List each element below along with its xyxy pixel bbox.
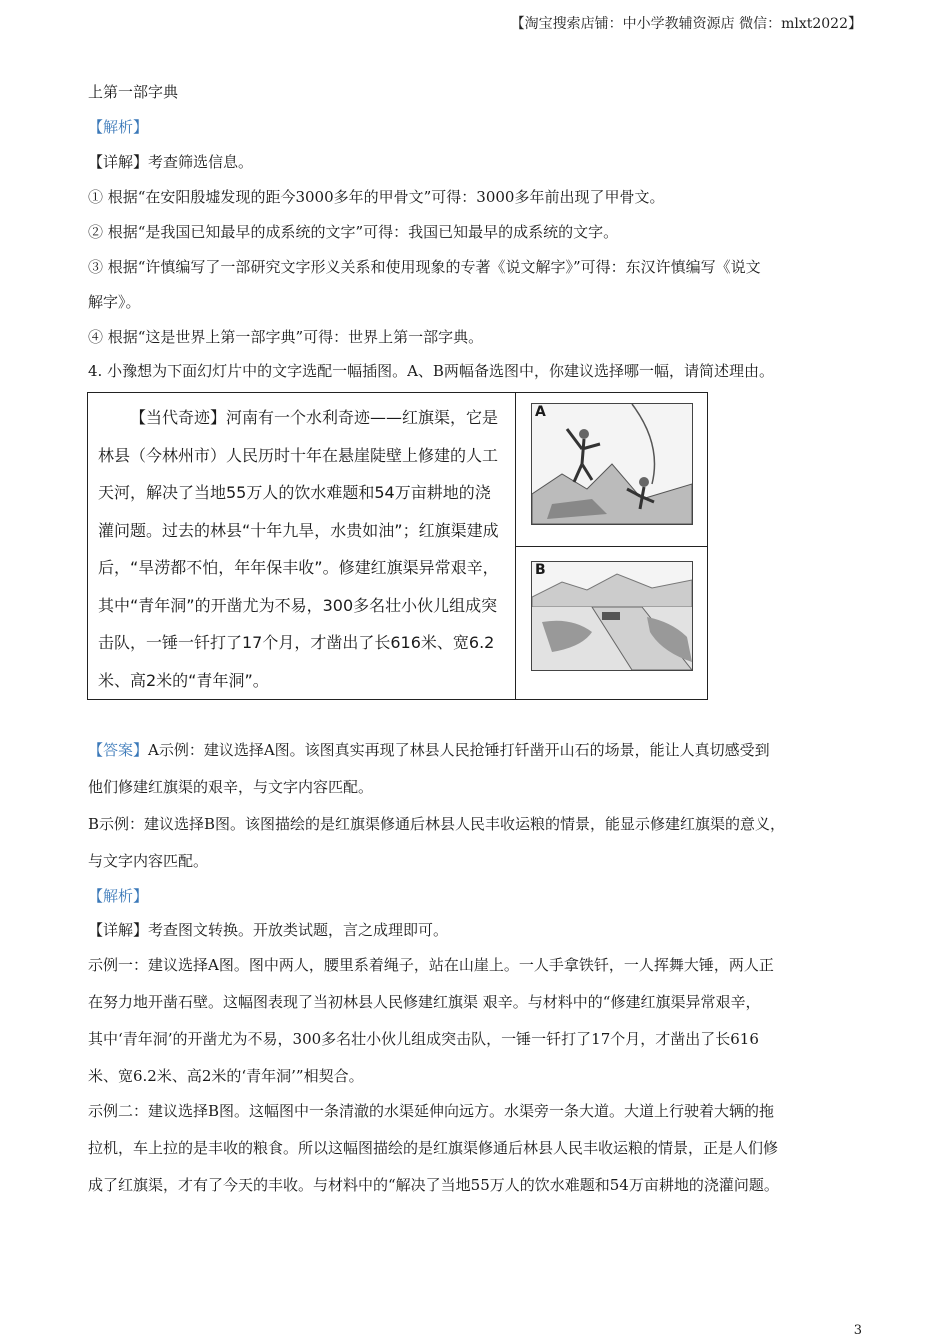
text-line: 他们修建红旗渠的艰辛，与文字内容匹配。 bbox=[88, 778, 374, 796]
page-header: 【淘宝搜索店铺：中小学教辅资源店 微信：mlxt2022】 bbox=[510, 16, 862, 32]
answer-line bbox=[88, 740, 770, 760]
text-line: 【详解】考查筛选信息。 bbox=[88, 153, 254, 171]
image-cell-b bbox=[516, 547, 707, 700]
image-a-label: A bbox=[535, 404, 546, 420]
answer-text: A示例：建议选择A图。该图真实再现了林县人民抢锤打钎凿开山石的场景，能让人真切感受到 bbox=[148, 741, 770, 759]
text-line: ② 根据“是我国已知最早的成系统的文字”可得：我国已知最早的成系统的文字。 bbox=[88, 223, 619, 241]
illustration-b bbox=[531, 561, 693, 671]
text-line: 示例二：建议选择B图。这幅图中一条清澈的水渠延伸向远方。水渠旁一条大道。大道上行驶着大辆的拖 bbox=[88, 1102, 775, 1120]
text-line: 成了红旗渠，才有了今天的丰收。与材料中的“解决了当地55万人的饮水难题和54万亩耕地的浇灌问题。 bbox=[88, 1176, 779, 1194]
text-line: 解字》。 bbox=[88, 293, 141, 311]
text-line: 上第一部字典 bbox=[88, 83, 179, 101]
illustration-a bbox=[531, 403, 693, 525]
image-b-label: B bbox=[535, 561, 546, 578]
text-line: 其中‘青年洞’的开凿尤为不易，300多名壮小伙儿组成突击队，一锤一钎打了17个月，才凿出了长616 bbox=[88, 1030, 759, 1048]
text-line: ① 根据“在安阳殷墟发现的距今3000多年的甲骨文”可得：3000多年前出现了甲骨文。 bbox=[88, 188, 665, 206]
text-line: B示例：建议选择B图。该图描绘的是红旗渠修通后林县人民丰收运粮的情景，能显示修建红旗渠的意义， bbox=[88, 815, 786, 833]
slide-table bbox=[87, 392, 708, 700]
text-line: ③ 根据“许慎编写了一部研究文字形义关系和使用现象的专著《说文解字》”可得：东汉许慎编写《说文 bbox=[88, 258, 761, 276]
text-line: 米、宽6.2米、高2米的‘青年洞’”相契合。 bbox=[88, 1067, 364, 1085]
text-line: 在努力地开凿石壁。这幅图表现了当初林县人民修建红旗渠 艰辛。与材料中的“修建红旗渠异常艰辛， bbox=[88, 993, 761, 1011]
text-line: 示例一：建议选择A图。图中两人，腰里系着绳子，站在山崖上。一人手拿铁钎，一人挥舞大锤，两人正 bbox=[88, 956, 774, 974]
page-number: 3 bbox=[853, 1323, 862, 1338]
text-line: ④ 根据“这是世界上第一部字典”可得：世界上第一部字典。 bbox=[88, 328, 484, 346]
section-tag: 【解析】 bbox=[88, 118, 149, 136]
section-tag: 【解析】 bbox=[88, 887, 149, 905]
text-line: 与文字内容匹配。 bbox=[88, 852, 209, 870]
text-line: 拉机，车上拉的是丰收的粮食。所以这幅图描绘的是红旗渠修通后林县人民丰收运粮的情景，正是人们修 bbox=[88, 1139, 779, 1157]
image-column bbox=[516, 393, 707, 699]
question-title: 4. 小豫想为下面幻灯片中的文字选配一幅插图。A、B两幅备选图中，你建议选择哪一幅，请简述理由。 bbox=[88, 362, 774, 380]
text-line: 【详解】考查图文转换。开放类试题，言之成理即可。 bbox=[88, 921, 449, 939]
image-cell-a bbox=[516, 393, 707, 547]
slide-text-cell bbox=[88, 393, 516, 699]
slide-text: 【当代奇迹】河南有一个水利奇迹——红旗渠，它是林县（今林州市）人民历时十年在悬崖陡壁上修建的人工天河，解决了当地55万人的饮水难题和54万亩耕地的浇灌问题。过去的林县“十年九旱，水贵如油”；红旗渠建成后，“旱涝都不怕，年年保丰收”。修建红旗渠异常艰辛，其中“青年洞”的开凿尤为不易，300多名壮小伙儿组成突击队，一锤一钎打了17个月，才凿出了长616米、宽6.2米、高2米的“青年洞”。 bbox=[98, 408, 499, 690]
answer-tag: 【答案】 bbox=[88, 741, 149, 759]
